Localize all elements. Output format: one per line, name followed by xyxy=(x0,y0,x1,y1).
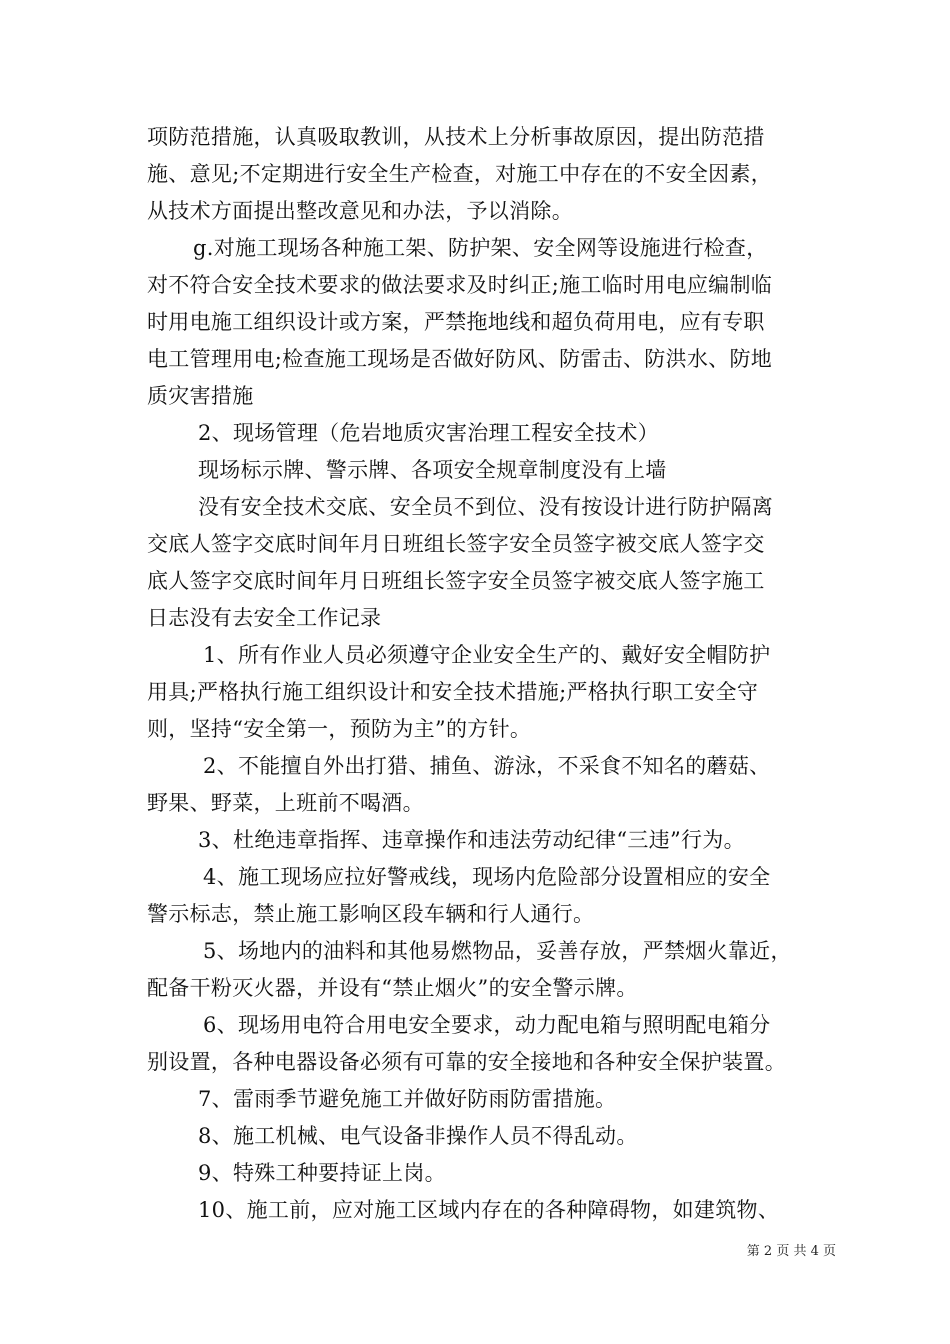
text-line: 用具;严格执行施工组织设计和安全技术措施;严格执行职工安全守 xyxy=(147,680,759,704)
text-line: 日志没有去安全工作记录 xyxy=(147,606,382,630)
text-line: 3、杜绝违章指挥、违章操作和违法劳动纪律“三违”行为。 xyxy=(198,828,745,852)
text-line: 则，坚持“安全第一，预防为主”的方针。 xyxy=(147,717,532,741)
text-line: 从技术方面提出整改意见和办法，予以消除。 xyxy=(147,199,573,223)
text-line: 4、施工现场应拉好警戒线，现场内危险部分设置相应的安全 xyxy=(203,865,771,889)
section-heading: 2、现场管理（危岩地质灾害治理工程安全技术） xyxy=(198,421,659,445)
text-line: 没有安全技术交底、安全员不到位、没有按设计进行防护隔离 xyxy=(198,495,774,519)
text-line: 电工管理用电;检查施工现场是否做好防风、防雷击、防洪水、防地 xyxy=(147,347,773,371)
text-line: 5、场地内的油料和其他易燃物品，妥善存放，严禁烟火靠近， xyxy=(203,939,792,963)
text-line: 别设置，各种电器设备必须有可靠的安全接地和各种安全保护装置。 xyxy=(147,1050,786,1074)
text-line: 时用电施工组织设计或方案，严禁拖地线和超负荷用电，应有专职 xyxy=(147,310,765,334)
text-line: 10、施工前，应对施工区域内存在的各种障碍物，如建筑物、 xyxy=(198,1198,780,1222)
text-line: 质灾害措施 xyxy=(147,384,254,408)
text-line: 项防范措施，认真吸取教训，从技术上分析事故原因，提出防范措 xyxy=(147,125,765,149)
text-line: 交底人签字交底时间年月日班组长签字安全员签字被交底人签字交 xyxy=(147,532,765,556)
text-line: 现场标示牌、警示牌、各项安全规章制度没有上墙 xyxy=(198,458,667,482)
text-line: 9、特殊工种要持证上岗。 xyxy=(198,1161,446,1185)
page-number: 第 2 页 共 4 页 xyxy=(746,1244,836,1259)
text-line: 1、所有作业人员必须遵守企业安全生产的、戴好安全帽防护 xyxy=(203,643,771,667)
text-line: 野果、野菜，上班前不喝酒。 xyxy=(147,791,424,815)
text-line: 警示标志，禁止施工影响区段车辆和行人通行。 xyxy=(147,902,595,926)
text-line: 6、现场用电符合用电安全要求，动力配电箱与照明配电箱分 xyxy=(203,1013,771,1037)
text-line: 2、不能擅自外出打猎、捕鱼、游泳，不采食不知名的蘑菇、 xyxy=(203,754,771,778)
text-line: 7、雷雨季节避免施工并做好防雨防雷措施。 xyxy=(198,1087,617,1111)
text-line: 底人签字交底时间年月日班组长签字安全员签字被交底人签字施工 xyxy=(147,569,765,593)
text-line: 对不符合安全技术要求的做法要求及时纠正;施工临时用电应编制临 xyxy=(147,273,773,297)
text-line: 配备干粉灭火器，并设有“禁止烟火”的安全警示牌。 xyxy=(147,976,638,1000)
text-line: g.对施工现场各种施工架、防护架、安全网等设施进行检查， xyxy=(193,236,768,260)
text-line: 施、意见;不定期进行安全生产检查，对施工中存在的不安全因素， xyxy=(147,162,773,186)
text-line: 8、施工机械、电气设备非操作人员不得乱动。 xyxy=(198,1124,638,1148)
